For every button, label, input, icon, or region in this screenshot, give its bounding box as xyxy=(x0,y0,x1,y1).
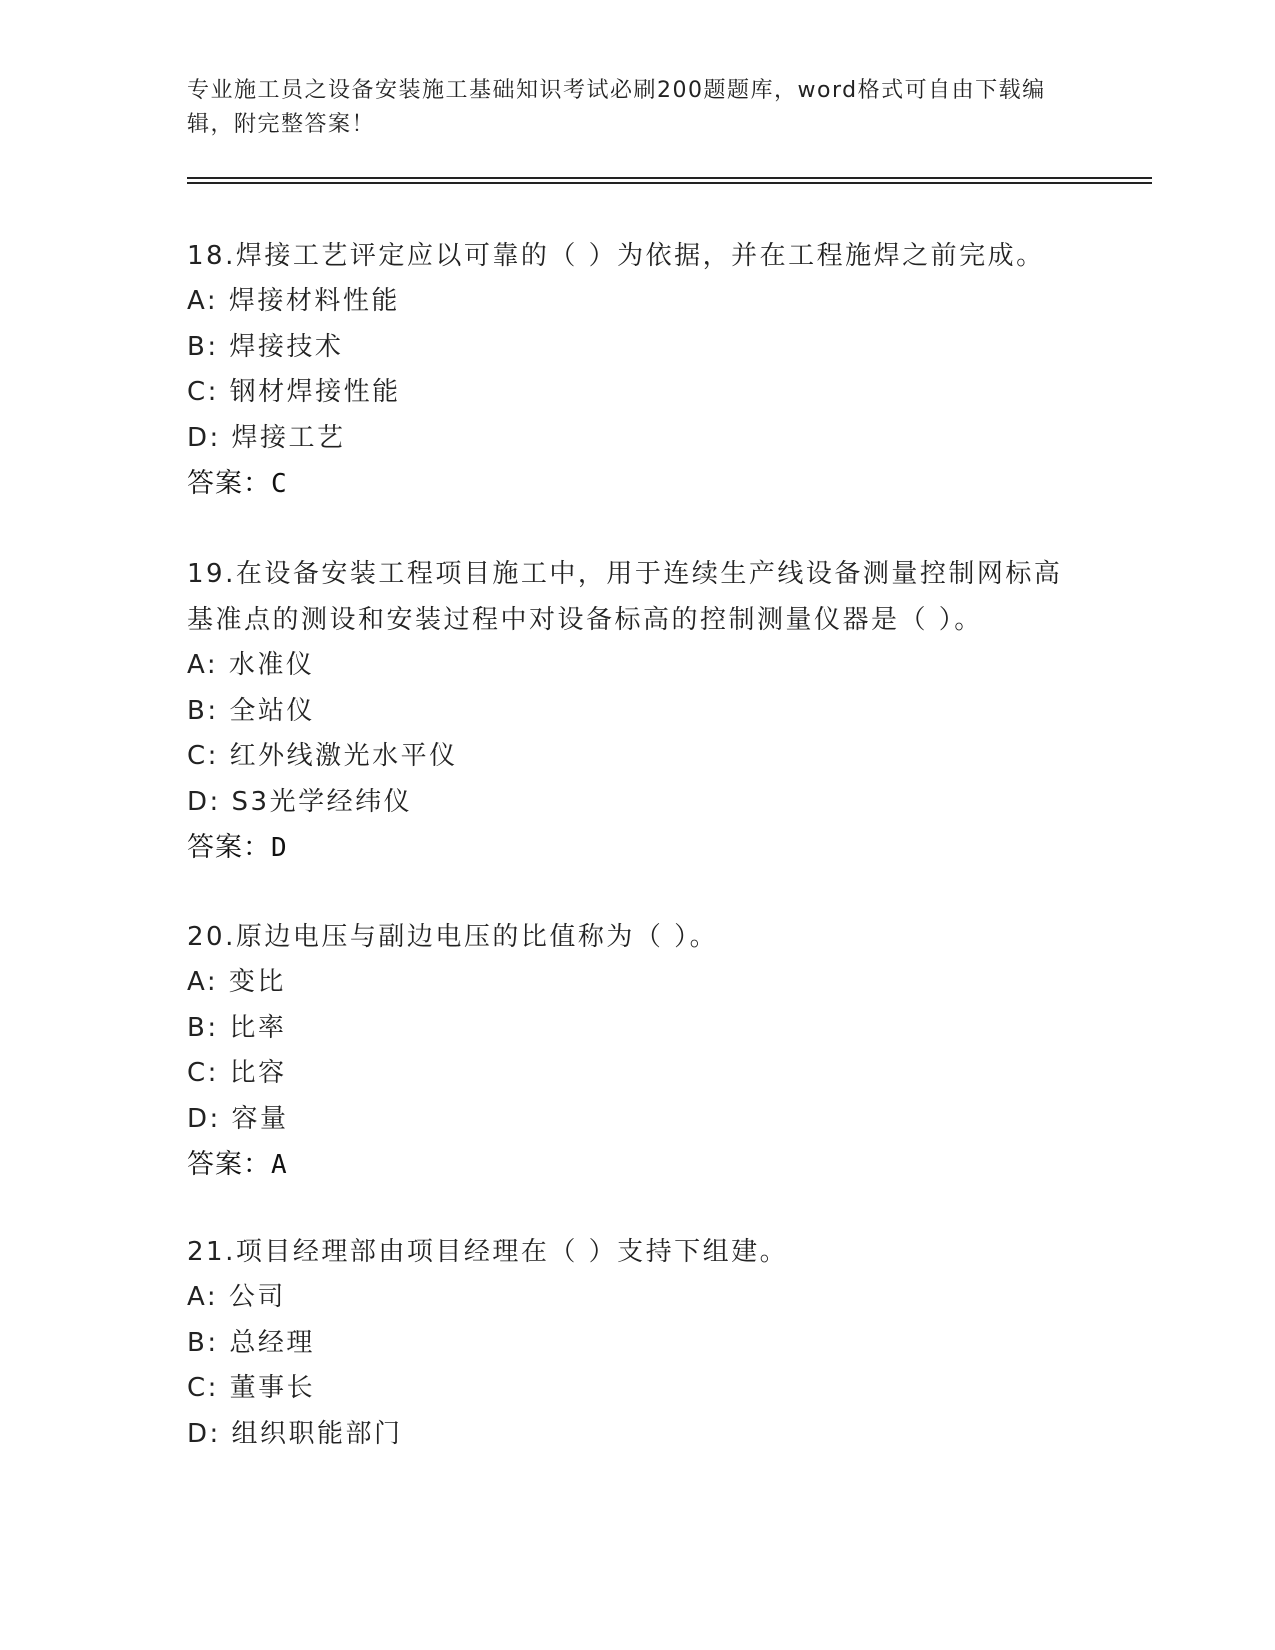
document-header-description: 专业施工员之设备安装施工基础知识考试必刷200题题库，word格式可自由下载编辑，附完整答案！ xyxy=(187,78,1046,137)
option-b: B: 全站仪 xyxy=(187,695,315,726)
option-d: D: S3光学经纬仪 xyxy=(187,786,413,817)
question-19 xyxy=(187,551,1087,872)
option-a: A: 焊接材料性能 xyxy=(187,286,400,316)
option-d: D: 容量 xyxy=(187,1103,289,1134)
option-d: D: 组织职能部门 xyxy=(187,1418,403,1449)
answer-value: A xyxy=(271,1150,288,1180)
answer-value: C xyxy=(271,469,288,499)
option-b: B: 总经理 xyxy=(187,1327,315,1358)
option-a: A: 公司 xyxy=(187,1282,286,1312)
answer-label: 答案： xyxy=(187,468,271,499)
question-stem: 21.项目经理部由项目经理在（ ）支持下组建。 xyxy=(187,1237,789,1267)
answer-line xyxy=(187,825,1087,872)
option-b: B: 焊接技术 xyxy=(187,331,344,362)
option-b: B: 比率 xyxy=(187,1012,287,1043)
option-a: A: 水准仪 xyxy=(187,650,315,680)
question-stem: 19.在设备安装工程项目施工中，用于连续生产线设备测量控制网标高基准点的测设和安装过程中对设备标高的控制测量仪器是（ ）。 xyxy=(187,559,1063,635)
question-20 xyxy=(187,914,1087,1189)
answer-value: D xyxy=(271,833,288,863)
answer-line xyxy=(187,1142,1087,1189)
answer-label: 答案： xyxy=(187,1149,271,1180)
option-c: C: 比容 xyxy=(187,1058,287,1088)
option-a: A: 变比 xyxy=(187,967,286,997)
option-c: C: 董事长 xyxy=(187,1373,316,1403)
answer-label: 答案： xyxy=(187,832,271,863)
option-d: D: 焊接工艺 xyxy=(187,422,346,453)
question-21 xyxy=(187,1229,1087,1457)
header-divider-bottom xyxy=(187,182,1152,184)
option-c: C: 红外线激光水平仪 xyxy=(187,741,458,771)
header-divider-top xyxy=(187,177,1152,179)
question-18 xyxy=(187,233,1087,508)
question-stem: 20.原边电压与副边电压的比值称为（ ）。 xyxy=(187,922,719,952)
option-c: C: 钢材焊接性能 xyxy=(187,377,401,407)
answer-line xyxy=(187,461,1087,508)
question-stem: 18.焊接工艺评定应以可靠的（ ）为依据，并在工程施焊之前完成。 xyxy=(187,241,1045,271)
